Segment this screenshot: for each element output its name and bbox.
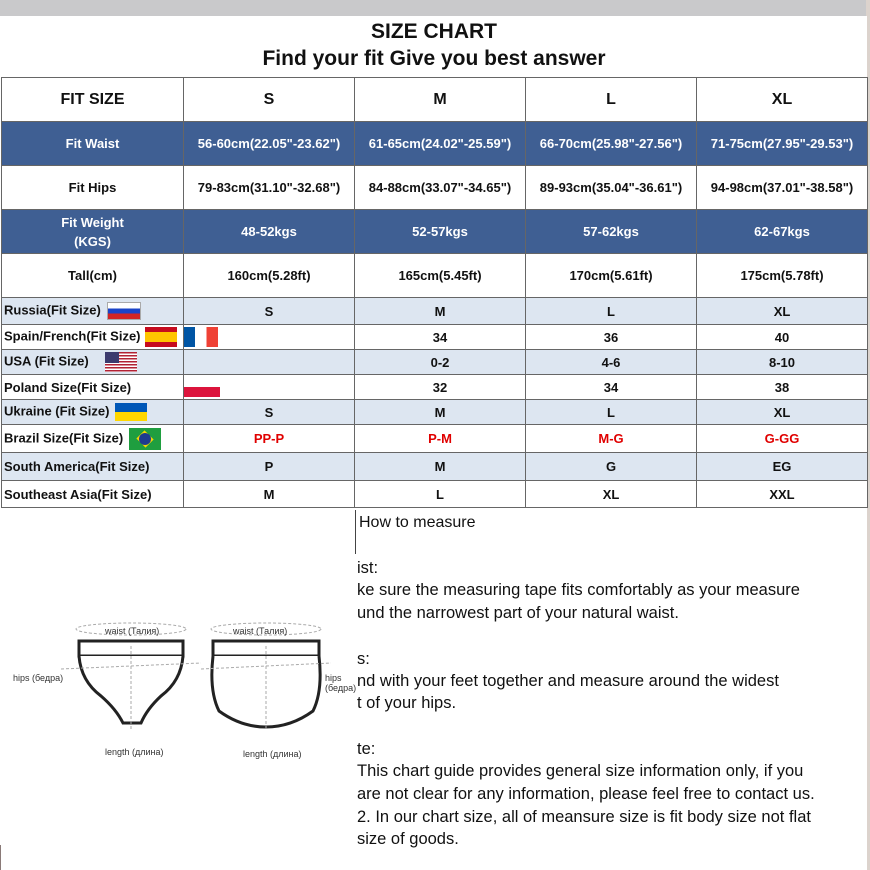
table-cell: S [184, 400, 355, 425]
row-label: Fit Hips [2, 166, 184, 210]
table-row [2, 166, 868, 210]
row-label-text: Brazil Size(Fit Size) [4, 429, 124, 445]
row-label-text: USA (Fit Size) [4, 353, 89, 369]
row-label [2, 375, 184, 400]
table-cell: M [355, 453, 526, 481]
table-cell: 52-57kgs [355, 210, 526, 254]
table-cell: 62-67kgs [697, 210, 868, 254]
table-row [2, 325, 868, 350]
table-header-row [2, 78, 868, 122]
chart-subtitle: Find your fit Give you best answer [262, 47, 606, 70]
table-cell: 40 [697, 325, 868, 350]
row-label [2, 400, 184, 425]
table-row [2, 375, 868, 400]
row-label: Fit Waist [2, 122, 184, 166]
measure-text: are not clear for any information, please feel free to contact us. [357, 785, 815, 803]
hips-label: hips (бедра) [13, 673, 64, 683]
table-cell: S [184, 298, 355, 325]
table-cell: 34 [526, 375, 697, 400]
column-header: S [184, 78, 355, 122]
measure-text: ist: [357, 559, 379, 577]
table-cell: G-GG [697, 425, 868, 453]
table-cell: M-G [526, 425, 697, 453]
size-table [1, 77, 868, 508]
table-cell: G [526, 453, 697, 481]
row-label-line: Fit Weight [61, 214, 124, 230]
column-header: M [355, 78, 526, 122]
table-cell: 4-6 [526, 350, 697, 375]
table-cell: L [526, 298, 697, 325]
table-cell: M [184, 481, 355, 508]
row-label [2, 350, 184, 375]
how-to-measure-title: How to measure [359, 514, 476, 531]
table-cell: 94-98cm(37.01"-38.58") [697, 166, 868, 210]
column-header: FIT SIZE [2, 78, 184, 122]
table-cell: 36 [526, 325, 697, 350]
table-cell: 32 [355, 375, 526, 400]
measure-text: t of your hips. [357, 694, 457, 712]
table-cell [184, 350, 355, 375]
table-cell: 160cm(5.28ft) [184, 254, 355, 298]
row-label [2, 298, 184, 325]
table-cell: PP-P [184, 425, 355, 453]
length-label: length (длина) [243, 749, 302, 759]
table-cell: 48-52kgs [184, 210, 355, 254]
measurement-illustration [1, 601, 357, 761]
row-label [2, 425, 184, 453]
measure-text: und the narrowest part of your natural waist. [357, 604, 679, 622]
chart-title: SIZE CHART [371, 20, 497, 43]
table-row [2, 453, 868, 481]
table-cell: 71-75cm(27.95"-29.53") [697, 122, 868, 166]
measure-text: 2. In our chart size, all of meansure size is fit body size not flat [357, 808, 811, 826]
measure-text: nd with your feet together and measure around the widest [357, 672, 779, 690]
table-cell: M [355, 400, 526, 425]
brazil-flag-icon [129, 428, 161, 450]
table-row [2, 254, 868, 298]
table-cell: 66-70cm(25.98"-27.56") [526, 122, 697, 166]
column-header: XL [697, 78, 868, 122]
ukraine-flag-icon [115, 403, 147, 421]
table-cell: L [526, 400, 697, 425]
table-cell: 38 [697, 375, 868, 400]
table-cell: XXL [697, 481, 868, 508]
table-row [2, 425, 868, 453]
table-cell: 170cm(5.61ft) [526, 254, 697, 298]
divider [355, 510, 356, 554]
table-cell: 79-83cm(31.10"-32.68") [184, 166, 355, 210]
table-row [2, 122, 868, 166]
table-cell: 89-93cm(35.04"-36.61") [526, 166, 697, 210]
table-row [2, 298, 868, 325]
table-cell: 165cm(5.45ft) [355, 254, 526, 298]
row-label-text: Spain/French(Fit Size) [4, 328, 141, 344]
table-cell: 34 [355, 325, 526, 350]
measure-text: s: [357, 650, 370, 668]
waist-label: waist (Талия) [233, 626, 288, 636]
measure-text: te: [357, 740, 376, 758]
table-cell: 57-62kgs [526, 210, 697, 254]
table-cell: 175cm(5.78ft) [697, 254, 868, 298]
table-cell [184, 375, 355, 400]
table-cell: P [184, 453, 355, 481]
row-label-line: (KGS) [74, 233, 111, 249]
table-cell: 84-88cm(33.07"-34.65") [355, 166, 526, 210]
table-cell: P-M [355, 425, 526, 453]
length-label: length (длина) [105, 747, 164, 757]
table-cell: XL [697, 298, 868, 325]
row-label-text: Ukraine (Fit Size) [4, 403, 110, 419]
row-label-text: Russia(Fit Size) [4, 302, 101, 318]
table-cell: XL [526, 481, 697, 508]
hips-label: hips (бедра) [325, 673, 357, 693]
table-cell: M [355, 298, 526, 325]
table-cell: 8-10 [697, 350, 868, 375]
table-cell: 61-65cm(24.02"-25.59") [355, 122, 526, 166]
russia-flag-icon [107, 302, 141, 320]
size-chart-sheet [1, 16, 867, 870]
row-label: Tall(cm) [2, 254, 184, 298]
table-row [2, 210, 868, 254]
poland-flag-icon [184, 377, 220, 397]
row-label: Southeast Asia(Fit Size) [2, 481, 184, 508]
row-label [2, 210, 184, 254]
table-cell [184, 325, 355, 350]
table-cell: EG [697, 453, 868, 481]
row-label: South America(Fit Size) [2, 453, 184, 481]
table-cell: XL [697, 400, 868, 425]
waist-label: waist (Талия) [105, 626, 160, 636]
usa-flag-icon [105, 352, 137, 372]
table-cell: 56-60cm(22.05"-23.62") [184, 122, 355, 166]
france-flag-icon [184, 327, 218, 347]
row-label-text: Poland Size(Fit Size) [4, 379, 132, 395]
background-lace-top [0, 0, 870, 16]
measure-text: size of goods. [357, 830, 459, 848]
measure-text: This chart guide provides general size information only, if you [357, 762, 804, 780]
table-row [2, 400, 868, 425]
table-cell: L [355, 481, 526, 508]
column-header: L [526, 78, 697, 122]
table-row [2, 481, 868, 508]
table-cell: 0-2 [355, 350, 526, 375]
row-label [2, 325, 184, 350]
spain-flag-icon [145, 327, 177, 347]
table-row [2, 350, 868, 375]
measure-text: ke sure the measuring tape fits comfortably as your measure [357, 581, 800, 599]
